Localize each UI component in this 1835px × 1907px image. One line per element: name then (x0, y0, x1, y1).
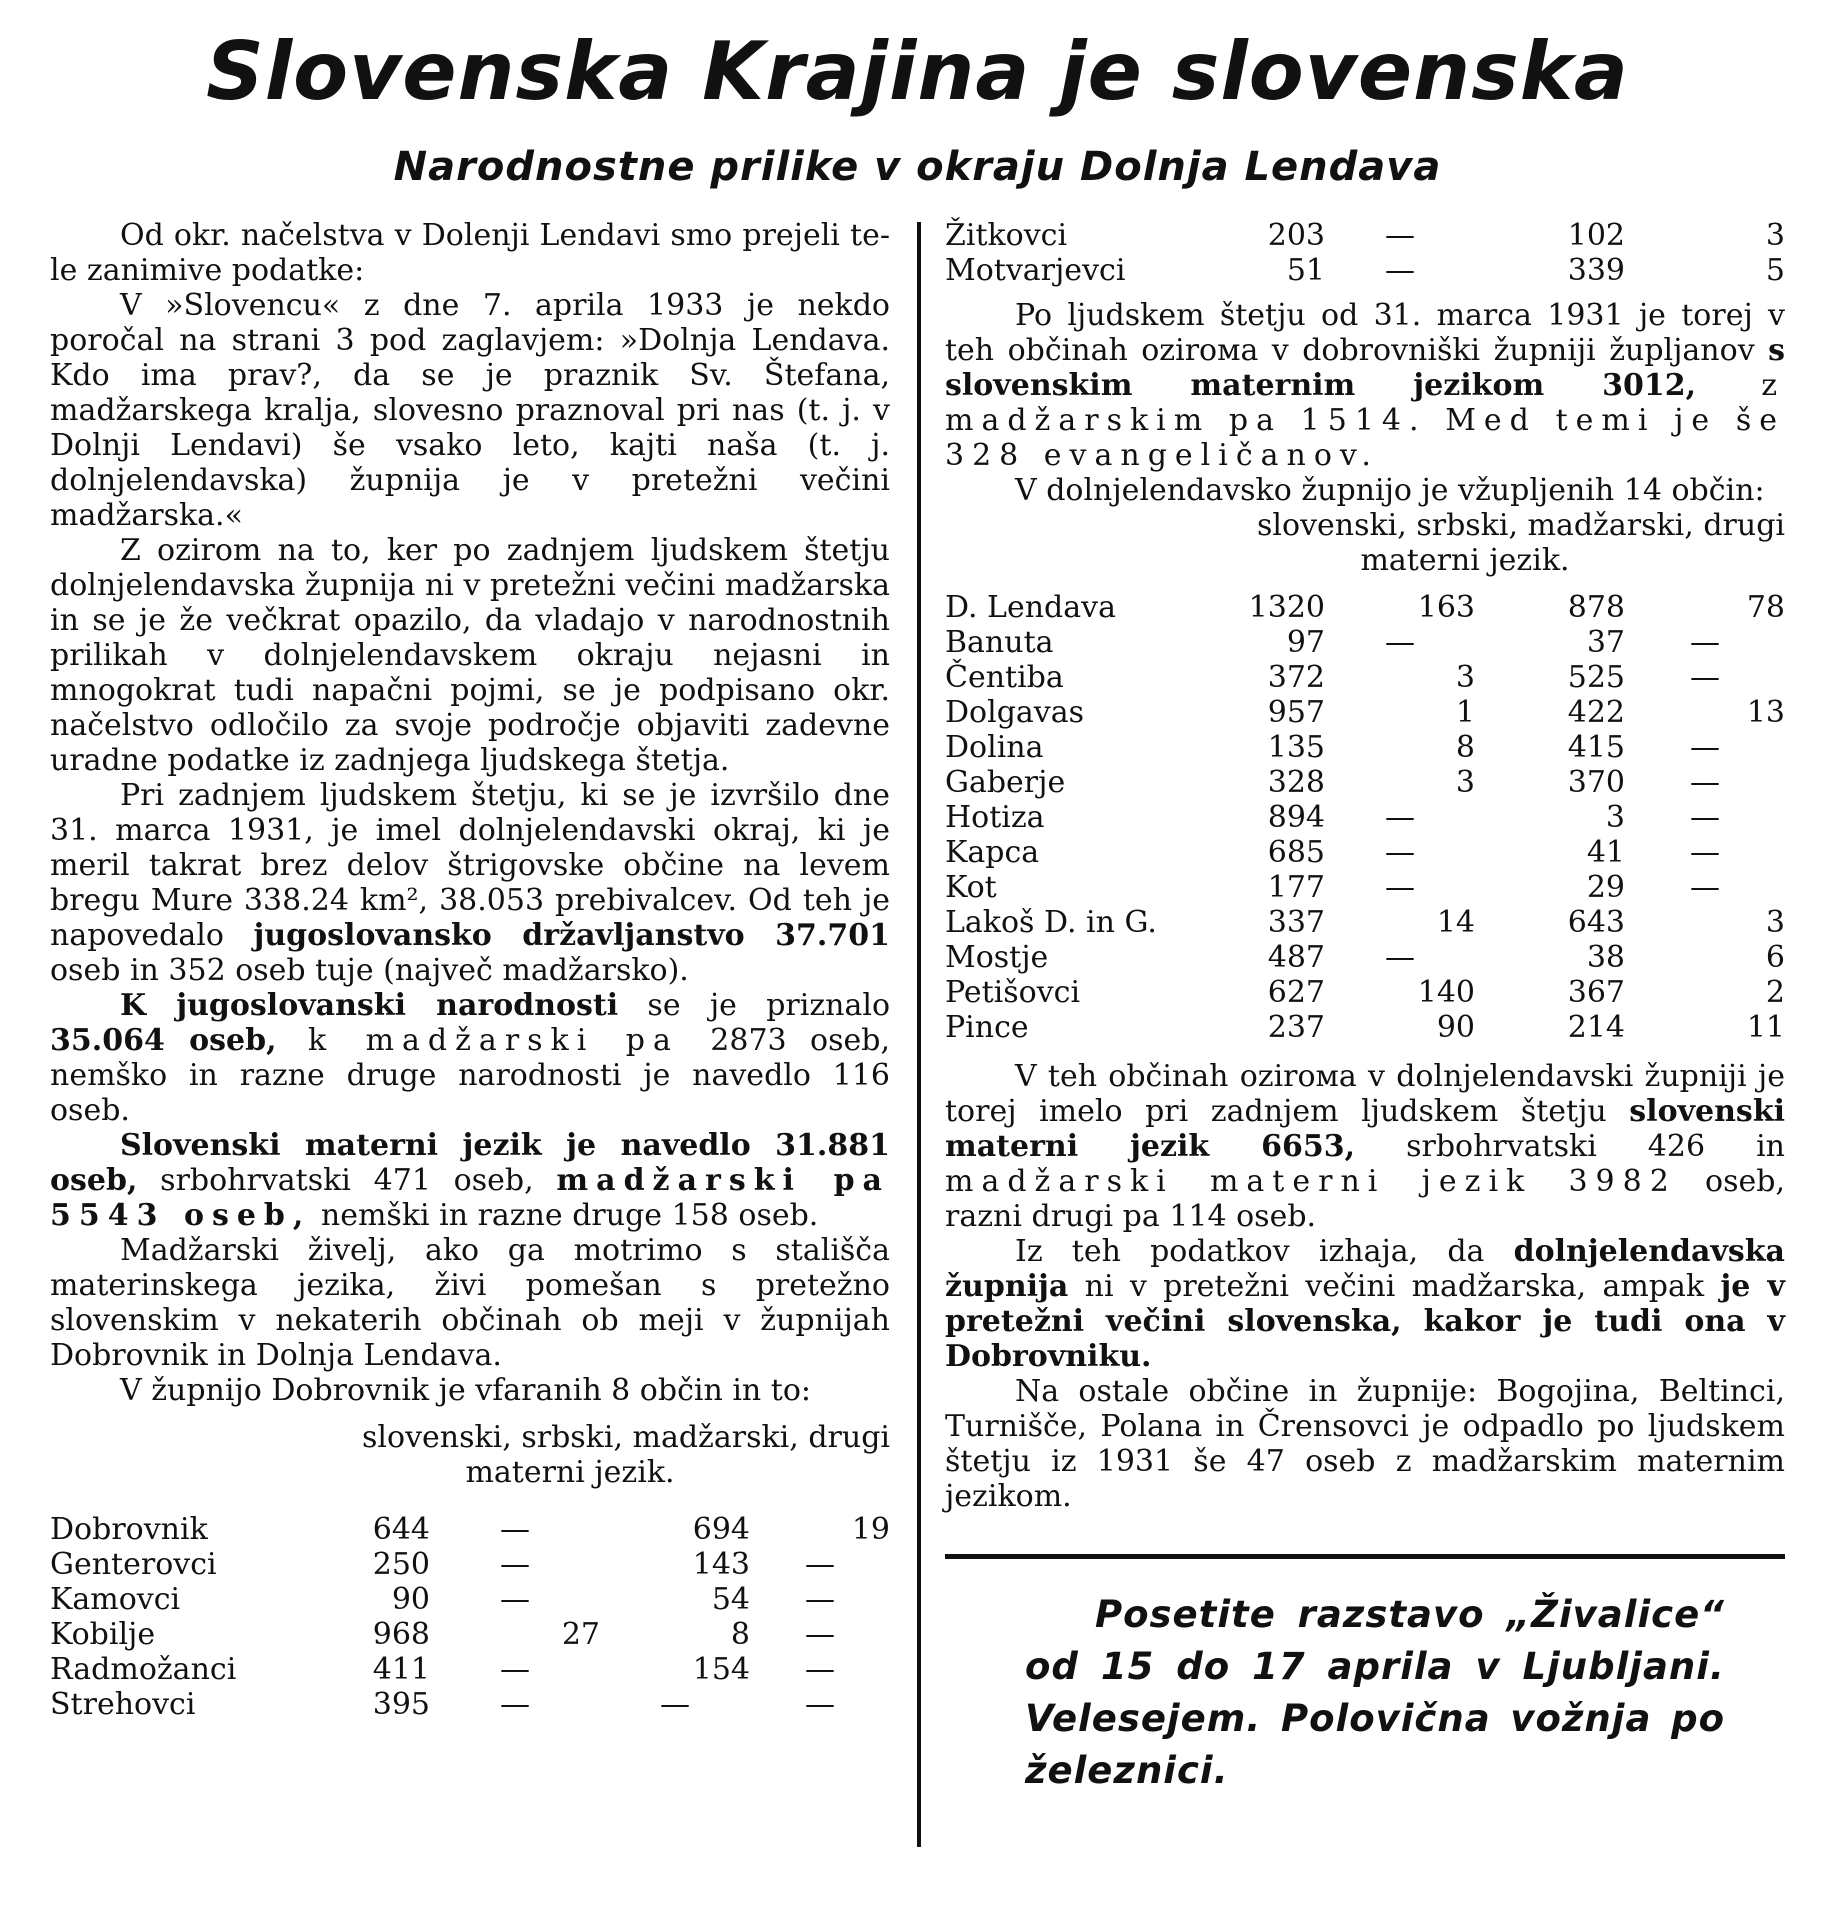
slovene-count: 337 (1267, 905, 1325, 940)
slovene-count: 51 (1286, 253, 1325, 288)
municipality-name: Kobilje (50, 1617, 156, 1652)
other-count: — (1690, 870, 1720, 905)
other-count: — (1690, 625, 1720, 660)
paragraph-conclusion (945, 1234, 1785, 1374)
paragraph-hungarian-element: Madžarski živelj, ako ga motrimo s stališča materinskega jezika, živi pomešan s pretežno slovenskim v nekaterih občinah ob meji v župnijah Dobrovnik in Dolnja Lendava. (50, 1233, 890, 1373)
other-count: — (1690, 730, 1720, 765)
serbian-count: 8 (1455, 730, 1475, 765)
hungarian-count: 41 (1586, 835, 1625, 870)
table-row (945, 660, 1785, 695)
language-hungarian: madžarski pa 5543 oseb, (50, 1163, 890, 1233)
slovene-count: 644 (372, 1512, 430, 1547)
advertisement: Posetite razstavo „Živalice“ od 15 do 17 aprila v Ljubljani. Velesejem. Polovična vožnja po železnici. (1025, 1593, 1725, 1792)
census-bold: jugoslovansko državljanstvo 37.701 (253, 918, 890, 953)
lendava-table (945, 590, 1785, 1045)
dobrovnik-table-continued (945, 218, 1785, 288)
lendava-summary-text: V teh občinah ozirома v dolnjelendavski župniji je torej imelo pri zadnjem ljudskem štetju (945, 1059, 1785, 1129)
slovene-count: 685 (1267, 835, 1325, 870)
table-row (50, 1582, 890, 1617)
slovene-count: 411 (372, 1652, 430, 1687)
table-row (945, 590, 1785, 625)
table-row (945, 905, 1785, 940)
table-row (945, 975, 1785, 1010)
language-text-end: nemški in razne druge 158 oseb. (311, 1198, 819, 1233)
slovene-count: 237 (1267, 1010, 1325, 1045)
other-count: — (1690, 660, 1720, 695)
serbian-count: 163 (1417, 590, 1475, 625)
paragraph-language (50, 1128, 890, 1233)
other-count: 78 (1746, 590, 1785, 625)
lendava-summary-text-2: srbohrvatski 426 in (1355, 1129, 1785, 1164)
hungarian-count: 370 (1567, 765, 1625, 800)
hungarian-count: 422 (1567, 695, 1625, 730)
slovene-count: 328 (1267, 765, 1325, 800)
slovene-count: 177 (1267, 870, 1325, 905)
hungarian-count: 878 (1567, 590, 1625, 625)
serbian-count: 90 (1436, 1010, 1475, 1045)
hungarian-count: 214 (1567, 1010, 1625, 1045)
nationality-text-end: 2873 oseb, nemško in razne druge narodnosti je navedlo 116 oseb. (50, 1023, 891, 1128)
hungarian-count: 8 (730, 1617, 750, 1652)
subheadline: Narodnostne prilike v okraju Dolnja Lendava (393, 144, 1442, 190)
table-row (945, 218, 1785, 253)
municipality-name: Pince (945, 1010, 1029, 1045)
table-row (945, 1010, 1785, 1045)
hungarian-count: 694 (692, 1512, 750, 1547)
left-column (50, 218, 890, 1722)
serbian-count: 1 (1455, 695, 1475, 730)
census-text: Pri zadnjem ljudskem štetju, ki se je izvršilo dne 31. marca 1931, je imel dolnjelendavski okraj, ki je meril takrat brez delov štrigovske občine na levem bregu Mure 338.24 km², 38.053 prebivalcev. Od teh je napovedalo (50, 778, 890, 953)
hungarian-count: 143 (692, 1547, 750, 1582)
lendava-summary-bold: slovenski materni jezik 6653, (945, 1094, 1785, 1164)
municipality-name: Kamovci (50, 1582, 181, 1617)
nationality-count: 35.064 oseb, (50, 1023, 277, 1058)
other-count: — (805, 1687, 835, 1722)
table-header-subtitle: materni jezik. (1360, 543, 1570, 578)
conclusion-text-2: ni v pretežni večini madžarska, ampak (1068, 1269, 1721, 1304)
summary-text: Po ljudskem štetju od 31. marca 1931 je torej v teh občinah ozirома v dobrovniški župniji župljanov (945, 298, 1785, 368)
municipality-name: Radmožanci (50, 1652, 237, 1687)
table-row (945, 940, 1785, 975)
census-text-end: oseb in 352 oseb tuje (največ madžarsko). (50, 953, 689, 988)
headline: Slovenska Krajina je slovenska (206, 25, 1629, 118)
hungarian-count: 367 (1567, 975, 1625, 1010)
serbian-count: — (1385, 218, 1415, 253)
table-header-columns: slovenski, srbski, madžarski, drugi (362, 1420, 890, 1455)
language-bold: Slovenski materni jezik je navedlo 31.881 oseb, (50, 1128, 890, 1198)
other-count: — (1690, 765, 1720, 800)
conclusion-bold-end: je v pretežni večini slovenska, kakor je tudi ona v Dobrovniku. (945, 1269, 1785, 1374)
hungarian-count: 102 (1567, 218, 1625, 253)
municipality-name: Lakoš D. in G. (945, 905, 1157, 940)
municipality-name: Banuta (945, 625, 1054, 660)
table-row (945, 870, 1785, 905)
serbian-count: — (1385, 940, 1415, 975)
paragraph-intro: Od okr. načelstva v Dolenji Lendavi smo prejeli te-le zanimive podatke: (50, 218, 890, 288)
column-divider (917, 222, 921, 1847)
slovene-count: 968 (372, 1617, 430, 1652)
serbian-count: 27 (561, 1617, 600, 1652)
slovene-count: 487 (1267, 940, 1325, 975)
paragraph-context: Z ozirom na to, ker po zadnjem ljudskem štetju dolnjelendavska župnija ni v pretežni večini madžarska in se je že večkrat opazilo, da vladajo v narodnostnih prilikah v dolnjelendavskem okraju nejasni in mnogokrat tudi napačni pojmi, se je podpisano okr. načelstvo odločilo za svoje področje objaviti zadevne uradne podatke iz zadnjega ljudskega štetja. (50, 533, 890, 778)
serbian-count: 3 (1455, 765, 1475, 800)
slovene-count: 90 (391, 1582, 430, 1617)
lendava-summary-text-end: oseb, razni drugi pa 114 oseb. (945, 1164, 1785, 1234)
table-row (945, 253, 1785, 288)
hungarian-count: 37 (1586, 625, 1625, 660)
summary-text-end: z madžarskim pa 1514. Med temi je še 328 evangeličanov. (945, 368, 1786, 473)
table-row (50, 1547, 890, 1582)
other-count: 3 (1765, 905, 1785, 940)
serbian-count: — (1385, 835, 1415, 870)
table-row (945, 695, 1785, 730)
advert-divider (945, 1554, 1785, 1559)
municipality-name: Mostje (945, 940, 1049, 975)
serbian-count: — (500, 1547, 530, 1582)
other-count: — (805, 1652, 835, 1687)
slovene-count: 97 (1286, 625, 1325, 660)
serbian-count: 14 (1436, 905, 1475, 940)
hungarian-count: 154 (692, 1652, 750, 1687)
other-count: — (1690, 800, 1720, 835)
conclusion-text: Iz teh podatkov izhaja, da (1015, 1234, 1514, 1269)
table-row (50, 1617, 890, 1652)
municipality-name: Kapca (945, 835, 1040, 870)
table-header-subtitle: materni jezik. (465, 1455, 675, 1490)
slovene-count: 250 (372, 1547, 430, 1582)
municipality-name: Gaberje (945, 765, 1066, 800)
paragraph-lendava-summary (945, 1059, 1785, 1234)
paragraph-dobrovnik-summary (945, 298, 1785, 473)
lendava-table-header (945, 508, 1785, 578)
municipality-name: D. Lendava (945, 590, 1116, 625)
slovene-count: 203 (1267, 218, 1325, 253)
lendava-summary-hungarian: madžarski materni jezik 3982 (945, 1164, 1677, 1199)
hungarian-count: 643 (1567, 905, 1625, 940)
municipality-name: Dobrovnik (50, 1512, 208, 1547)
serbian-count: 3 (1455, 660, 1475, 695)
other-count: 11 (1746, 1010, 1785, 1045)
other-count: 3 (1765, 218, 1785, 253)
hungarian-count: 3 (1605, 800, 1625, 835)
hungarian-count: 415 (1567, 730, 1625, 765)
paragraph-other-parishes: Na ostale občine in župnije: Bogojina, Beltinci, Turnišče, Polana in Črensovci je odpadlo po ljudskem štetju iz 1931 še 47 oseb z madžarskim maternim jezikom. (945, 1374, 1785, 1514)
serbian-count: — (500, 1687, 530, 1722)
serbian-count: — (500, 1512, 530, 1547)
other-count: 13 (1746, 695, 1785, 730)
slovene-count: 372 (1267, 660, 1325, 695)
dobrovnik-table (50, 1512, 890, 1722)
hungarian-count: 29 (1586, 870, 1625, 905)
other-count: — (1690, 835, 1720, 870)
municipality-name: Žitkovci (945, 218, 1068, 253)
municipality-name: Petišovci (945, 975, 1081, 1010)
other-count: — (805, 1547, 835, 1582)
summary-bold: s slovenskim maternim jezikom 3012, (945, 333, 1785, 403)
paragraph-lendava-intro: V dolnjelendavsko župnijo je vžupljenih 14 občin: (1015, 473, 1765, 508)
paragraph-census (50, 778, 890, 988)
municipality-name: Strehovci (50, 1687, 196, 1722)
right-column (945, 218, 1785, 1797)
hungarian-count: 38 (1586, 940, 1625, 975)
other-count: 2 (1765, 975, 1785, 1010)
municipality-name: Dolgavas (945, 695, 1085, 730)
paragraph-nationality (50, 988, 890, 1128)
other-count: 6 (1765, 940, 1785, 975)
municipality-name: Čentiba (945, 660, 1064, 695)
table-row (50, 1687, 890, 1722)
municipality-name: Kot (945, 870, 997, 905)
serbian-count: — (1385, 253, 1415, 288)
table-row (945, 835, 1785, 870)
serbian-count: — (1385, 800, 1415, 835)
serbian-count: — (1385, 870, 1415, 905)
table-row (945, 625, 1785, 660)
municipality-name: Motvarjevci (945, 253, 1126, 288)
other-count: — (805, 1617, 835, 1652)
paragraph-quote: V »Slovencu« z dne 7. aprila 1933 je nekdo poročal na strani 3 pod zaglavjem: »Dolnja Lendava. Kdo ima prav?, da se je praznik Sv. Štefana, madžarskega kralja, slovesno praznoval pri nas (t. j. v Dolnji Lendavi) še vsako leto, kajti naša (t. j. dolnjelendavska) župnija je v pretežni večini madžarska.« (50, 288, 890, 533)
serbian-count: — (1385, 625, 1415, 660)
slovene-count: 894 (1267, 800, 1325, 835)
other-count: — (805, 1582, 835, 1617)
table-header-columns: slovenski, srbski, madžarski, drugi (1257, 508, 1785, 543)
dobrovnik-table-header (50, 1420, 890, 1490)
table-row (945, 730, 1785, 765)
slovene-count: 957 (1267, 695, 1325, 730)
hungarian-count: 525 (1567, 660, 1625, 695)
conclusion-bold: dolnjelendavska župnija (945, 1234, 1785, 1304)
table-row (945, 800, 1785, 835)
serbian-count: — (500, 1582, 530, 1617)
other-count: 5 (1765, 253, 1785, 288)
municipality-name: Dolina (945, 730, 1044, 765)
hungarian-count: 54 (711, 1582, 750, 1617)
slovene-count: 1320 (1248, 590, 1325, 625)
paragraph-dobrovnik: V župnijo Dobrovnik je vfaranih 8 občin in to: (120, 1373, 811, 1408)
municipality-name: Genterovci (50, 1547, 217, 1582)
municipality-name: Hotiza (945, 800, 1045, 835)
table-row (50, 1652, 890, 1687)
nationality-bold: K jugoslovanski narodnosti (120, 988, 619, 1023)
table-row (50, 1512, 890, 1547)
table-row (945, 765, 1785, 800)
language-text: srbohrvatski 471 oseb, (137, 1163, 557, 1198)
slovene-count: 135 (1267, 730, 1325, 765)
slovene-count: 395 (372, 1687, 430, 1722)
nationality-hungarian: k madžarski pa (276, 1023, 711, 1058)
hungarian-count: 339 (1567, 253, 1625, 288)
serbian-count: 140 (1417, 975, 1475, 1010)
other-count: 19 (851, 1512, 890, 1547)
hungarian-count: — (660, 1687, 690, 1722)
serbian-count: — (500, 1652, 530, 1687)
nationality-text: se je priznalo (618, 988, 891, 1023)
slovene-count: 627 (1267, 975, 1325, 1010)
